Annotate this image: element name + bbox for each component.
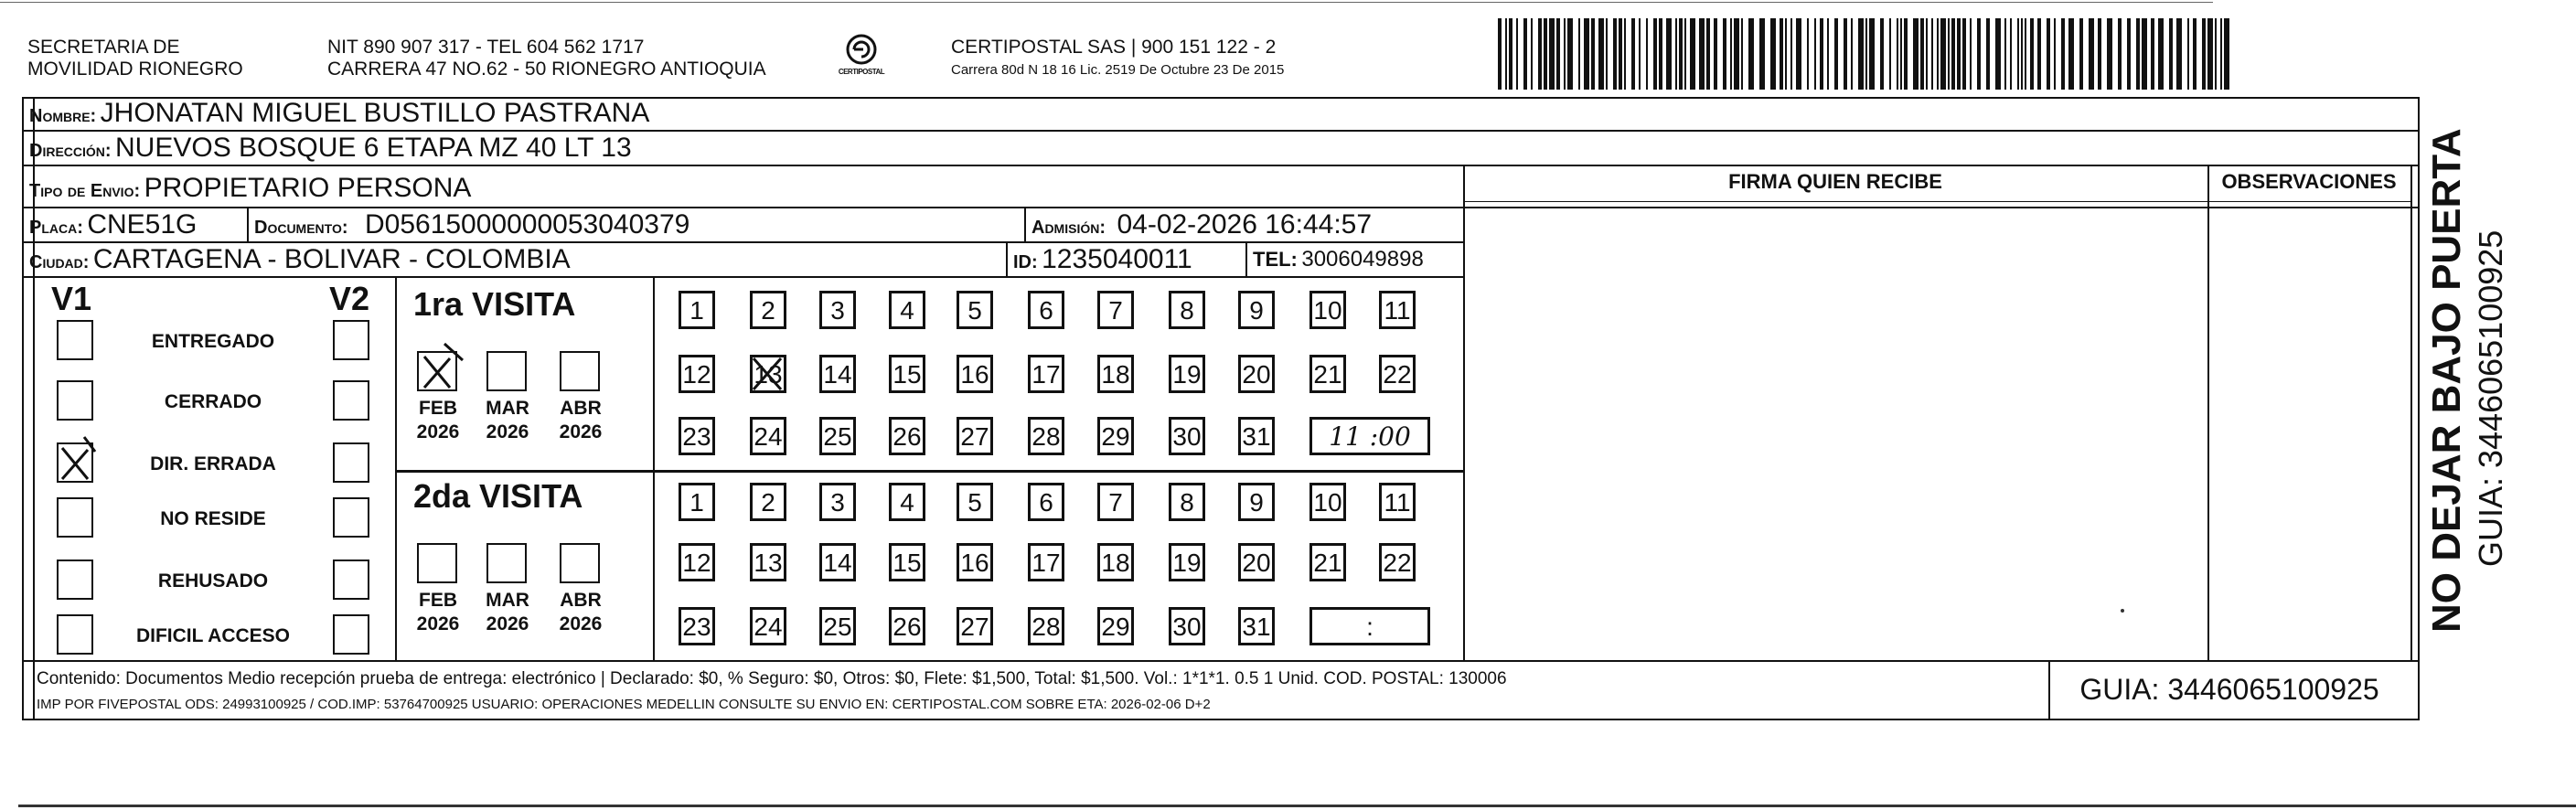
cell-divider — [1245, 241, 1247, 276]
placa-value: CNE51G — [87, 209, 198, 240]
v2-checkbox[interactable] — [333, 380, 369, 421]
second-visit-day-box[interactable]: 17 — [1028, 543, 1064, 581]
first-visit-day-box[interactable]: 18 — [1097, 355, 1134, 393]
second-visit-day-box[interactable]: 15 — [889, 543, 925, 581]
documento-label: Documento: — [254, 218, 348, 238]
firma-column-border — [1463, 165, 1465, 660]
first-visit-month-checkbox[interactable] — [560, 351, 600, 391]
v1-checkbox[interactable] — [57, 614, 93, 655]
v1-checkbox[interactable] — [57, 320, 93, 360]
tipo-value: PROPIETARIO PERSONA — [144, 173, 472, 203]
second-visit-day-box[interactable]: 1 — [679, 483, 715, 521]
first-visit-day-box[interactable]: 15 — [889, 355, 925, 393]
v2-checkbox[interactable] — [333, 497, 369, 538]
first-visit-day-box[interactable]: 19 — [1169, 355, 1205, 393]
observaciones-column-border — [2207, 165, 2209, 660]
first-visit-day-box[interactable]: 30 — [1169, 417, 1205, 455]
v2-checkbox[interactable] — [333, 560, 369, 600]
nit-line2: CARRERA 47 NO.62 - 50 RIONEGRO ANTIOQUIA — [327, 59, 766, 80]
month-name: MAR — [486, 398, 529, 419]
first-visit-month-checkbox[interactable] — [417, 351, 457, 391]
second-visit-day-box[interactable]: 13 — [750, 543, 786, 581]
second-visit-day-box[interactable]: 19 — [1169, 543, 1205, 581]
month-year: 2026 — [559, 421, 603, 442]
status-label: ENTREGADO — [151, 331, 275, 352]
carrier-line2: Carrera 80d N 18 16 Lic. 2519 De Octubre 23 De 2015 — [951, 62, 1285, 78]
second-visit-day-box[interactable]: 22 — [1379, 543, 1416, 581]
tipo-row — [29, 172, 471, 209]
v2-checkbox[interactable] — [333, 320, 369, 360]
cell-divider — [1006, 241, 1008, 276]
placa-field — [29, 208, 197, 246]
first-visit-day-box[interactable]: 27 — [957, 417, 993, 455]
status-label: NO RESIDE — [160, 508, 266, 529]
month-label — [552, 589, 609, 636]
first-visit-day-box[interactable]: 10 — [1309, 291, 1346, 329]
second-visit-day-box[interactable]: 10 — [1309, 483, 1346, 521]
month-label — [552, 397, 609, 444]
ciudad-field — [29, 243, 571, 281]
second-visit-month-checkbox[interactable] — [486, 543, 527, 583]
month-label — [410, 397, 466, 444]
second-visit-month-checkbox[interactable] — [560, 543, 600, 583]
bottom-edge-line — [18, 805, 2576, 807]
stray-mark — [2121, 609, 2124, 613]
second-visit-day-box[interactable]: 3 — [819, 483, 856, 521]
month-name: MAR — [486, 590, 529, 611]
id-field — [1013, 243, 1192, 281]
admision-label: Admisión: — [1031, 218, 1106, 238]
second-visit-day-box[interactable]: 20 — [1238, 543, 1275, 581]
first-visit-day-box[interactable]: 2 — [750, 291, 786, 329]
ciudad-label: Ciudad: — [29, 252, 90, 272]
status-label: DIFICIL ACCESO — [135, 625, 290, 646]
first-visit-day-box[interactable]: 1 — [679, 291, 715, 329]
footer-line — [22, 660, 2420, 662]
footer-line1: Contenido: Documentos Medio recepción prueba de entrega: electrónico | Declarado: $0, % Seguro: $0, Otros: $0, Flete: $1,500, Total: $1,500. Vol.: 1*1*1. 0.5 1 Unid. COD. POSTAL: 130006 — [37, 669, 1507, 688]
second-visit-time-box[interactable]: : — [1309, 607, 1430, 645]
months-divider — [653, 276, 655, 660]
visit-divider — [395, 470, 1463, 473]
first-visit-day-box[interactable]: 14 — [819, 355, 856, 393]
first-visit-day-box[interactable]: 11 — [1379, 291, 1416, 329]
side-guia: GUIA: 3446065100925 — [2472, 229, 2509, 567]
v1-checkbox[interactable] — [57, 442, 93, 483]
first-visit-day-box[interactable]: 29 — [1097, 417, 1134, 455]
first-visit-day-box[interactable]: 12 — [679, 355, 715, 393]
cell-divider — [1024, 207, 1026, 241]
first-visit-day-box[interactable]: 5 — [957, 291, 993, 329]
barcode-icon — [1498, 18, 2231, 90]
first-visit-day-box[interactable]: 4 — [889, 291, 925, 329]
first-visit-day-box[interactable]: 23 — [679, 417, 715, 455]
cell-divider — [247, 207, 249, 241]
observaciones-header: OBSERVACIONES — [2221, 170, 2397, 193]
v2-header: V2 — [329, 280, 370, 317]
first-visit-day-box[interactable]: 22 — [1379, 355, 1416, 393]
second-visit-day-box[interactable]: 9 — [1238, 483, 1275, 521]
second-visit-day-box[interactable]: 24 — [750, 607, 786, 645]
second-visit-month-checkbox[interactable] — [417, 543, 457, 583]
first-visit-day-box[interactable]: 16 — [957, 355, 993, 393]
month-year: 2026 — [559, 613, 603, 634]
first-visit-day-box[interactable]: 26 — [889, 417, 925, 455]
nombre-label: Nombre: — [29, 106, 97, 126]
first-visit-day-box[interactable]: 9 — [1238, 291, 1275, 329]
status-label: REHUSADO — [157, 570, 269, 592]
first-visit-title: 1ra VISITA — [413, 285, 576, 323]
v1-checkbox[interactable] — [57, 380, 93, 421]
v1-header: V1 — [51, 280, 92, 317]
v2-checkbox[interactable] — [333, 442, 369, 483]
tel-value: 3006049898 — [1301, 247, 1424, 272]
logo-text: CERTIPOSTAL — [838, 68, 885, 76]
right-column-border — [2410, 165, 2412, 660]
first-visit-day-box[interactable]: 24 — [750, 417, 786, 455]
v1-checkbox[interactable] — [57, 560, 93, 600]
tipo-label: Tipo de Envio: — [29, 181, 141, 201]
admision-value: 04-02-2026 16:44:57 — [1117, 209, 1373, 240]
second-visit-day-box[interactable]: 27 — [957, 607, 993, 645]
month-year: 2026 — [416, 613, 460, 634]
tel-field — [1253, 243, 1424, 279]
firma-header: FIRMA QUIEN RECIBE — [1728, 170, 1942, 193]
first-visit-day-box[interactable]: 17 — [1028, 355, 1064, 393]
first-visit-day-box[interactable]: 8 — [1169, 291, 1205, 329]
documento-field — [254, 208, 689, 246]
month-year: 2026 — [416, 421, 460, 442]
second-visit-day-box[interactable]: 4 — [889, 483, 925, 521]
v1-checkbox[interactable] — [57, 497, 93, 538]
documento-value: D05615000000053040379 — [364, 209, 690, 240]
second-visit-day-box[interactable]: 26 — [889, 607, 925, 645]
v2-checkbox[interactable] — [333, 614, 369, 655]
nit-line1: NIT 890 907 317 - TEL 604 562 1717 — [327, 37, 645, 58]
tel-label: TEL: — [1253, 248, 1298, 271]
column-header-underline — [1463, 201, 2410, 202]
direccion-value: NUEVOS BOSQUE 6 ETAPA MZ 40 LT 13 — [115, 133, 632, 163]
first-visit-day-box[interactable]: 31 — [1238, 417, 1275, 455]
status-label: DIR. ERRADA — [150, 453, 276, 474]
month-label — [410, 589, 466, 636]
second-visit-day-box[interactable]: 7 — [1097, 483, 1134, 521]
first-visit-day-box[interactable]: 13 — [750, 355, 786, 393]
second-visit-day-box[interactable]: 29 — [1097, 607, 1134, 645]
second-visit-title: 2da VISITA — [413, 477, 583, 515]
first-visit-time-box[interactable]: 11 :00 — [1309, 417, 1430, 455]
status-divider — [395, 276, 397, 660]
second-visit-day-box[interactable]: 8 — [1169, 483, 1205, 521]
second-visit-day-box[interactable]: 2 — [750, 483, 786, 521]
certipostal-logo — [834, 31, 889, 84]
second-visit-day-box[interactable]: 16 — [957, 543, 993, 581]
placa-label: Placa: — [29, 218, 83, 238]
second-visit-day-box[interactable]: 23 — [679, 607, 715, 645]
x-mark-icon — [57, 442, 93, 483]
admision-field — [1031, 208, 1372, 246]
month-label — [479, 397, 536, 444]
footer-line2: IMP POR FIVEPOSTAL ODS: 24993100925 / COD.IMP: 53764700925 USUARIO: OPERACIONES MEDELLIN CONSULTE SU ENVIO EN: CERTIPOSTAL.COM SOBRE ETA: 2026-02-06 D+2 — [37, 697, 1211, 712]
second-visit-day-box[interactable]: 21 — [1309, 543, 1346, 581]
ciudad-value: CARTAGENA - BOLIVAR - COLOMBIA — [92, 244, 571, 274]
direccion-label: Dirección: — [29, 141, 112, 161]
second-visit-day-box[interactable]: 28 — [1028, 607, 1064, 645]
second-visit-day-box[interactable]: 14 — [819, 543, 856, 581]
direccion-row — [29, 132, 632, 169]
carrier-line1: CERTIPOSTAL SAS | 900 151 122 - 2 — [951, 37, 1277, 58]
month-year: 2026 — [486, 613, 529, 634]
top-edge-line — [0, 2, 2213, 3]
second-visit-day-box[interactable]: 12 — [679, 543, 715, 581]
footer-guia: GUIA: 3446065100925 — [2079, 673, 2379, 706]
id-value: 1235040011 — [1042, 244, 1192, 274]
status-label: CERRADO — [164, 391, 262, 412]
no-dejar-warning: NO DEJAR BAJO PUERTA — [2424, 128, 2469, 633]
first-visit-day-box[interactable]: 6 — [1028, 291, 1064, 329]
first-visit-day-box[interactable]: 28 — [1028, 417, 1064, 455]
id-label: ID: — [1013, 252, 1038, 272]
second-visit-day-box[interactable]: 11 — [1379, 483, 1416, 521]
nombre-value: JHONATAN MIGUEL BUSTILLO PASTRANA — [100, 98, 650, 128]
second-visit-day-box[interactable]: 18 — [1097, 543, 1134, 581]
second-visit-day-box[interactable]: 6 — [1028, 483, 1064, 521]
first-visit-month-checkbox[interactable] — [486, 351, 527, 391]
month-name: FEB — [419, 398, 457, 419]
x-mark-icon — [417, 351, 457, 391]
org-name-line1: SECRETARIA DE — [27, 37, 180, 58]
first-visit-day-box[interactable]: 21 — [1309, 355, 1346, 393]
second-visit-day-box[interactable]: 25 — [819, 607, 856, 645]
x-mark-icon — [750, 355, 786, 393]
nombre-row — [29, 97, 649, 134]
second-visit-day-box[interactable]: 5 — [957, 483, 993, 521]
month-name: ABR — [560, 590, 602, 611]
month-name: ABR — [560, 398, 602, 419]
month-year: 2026 — [486, 421, 529, 442]
second-visit-day-box[interactable]: 30 — [1169, 607, 1205, 645]
month-label — [479, 589, 536, 636]
first-visit-day-box[interactable]: 3 — [819, 291, 856, 329]
month-name: FEB — [419, 590, 457, 611]
org-name-line2: MOVILIDAD RIONEGRO — [27, 59, 243, 80]
second-visit-day-box[interactable]: 31 — [1238, 607, 1275, 645]
first-visit-day-box[interactable]: 7 — [1097, 291, 1134, 329]
first-visit-day-box[interactable]: 25 — [819, 417, 856, 455]
first-visit-day-box[interactable]: 20 — [1238, 355, 1275, 393]
